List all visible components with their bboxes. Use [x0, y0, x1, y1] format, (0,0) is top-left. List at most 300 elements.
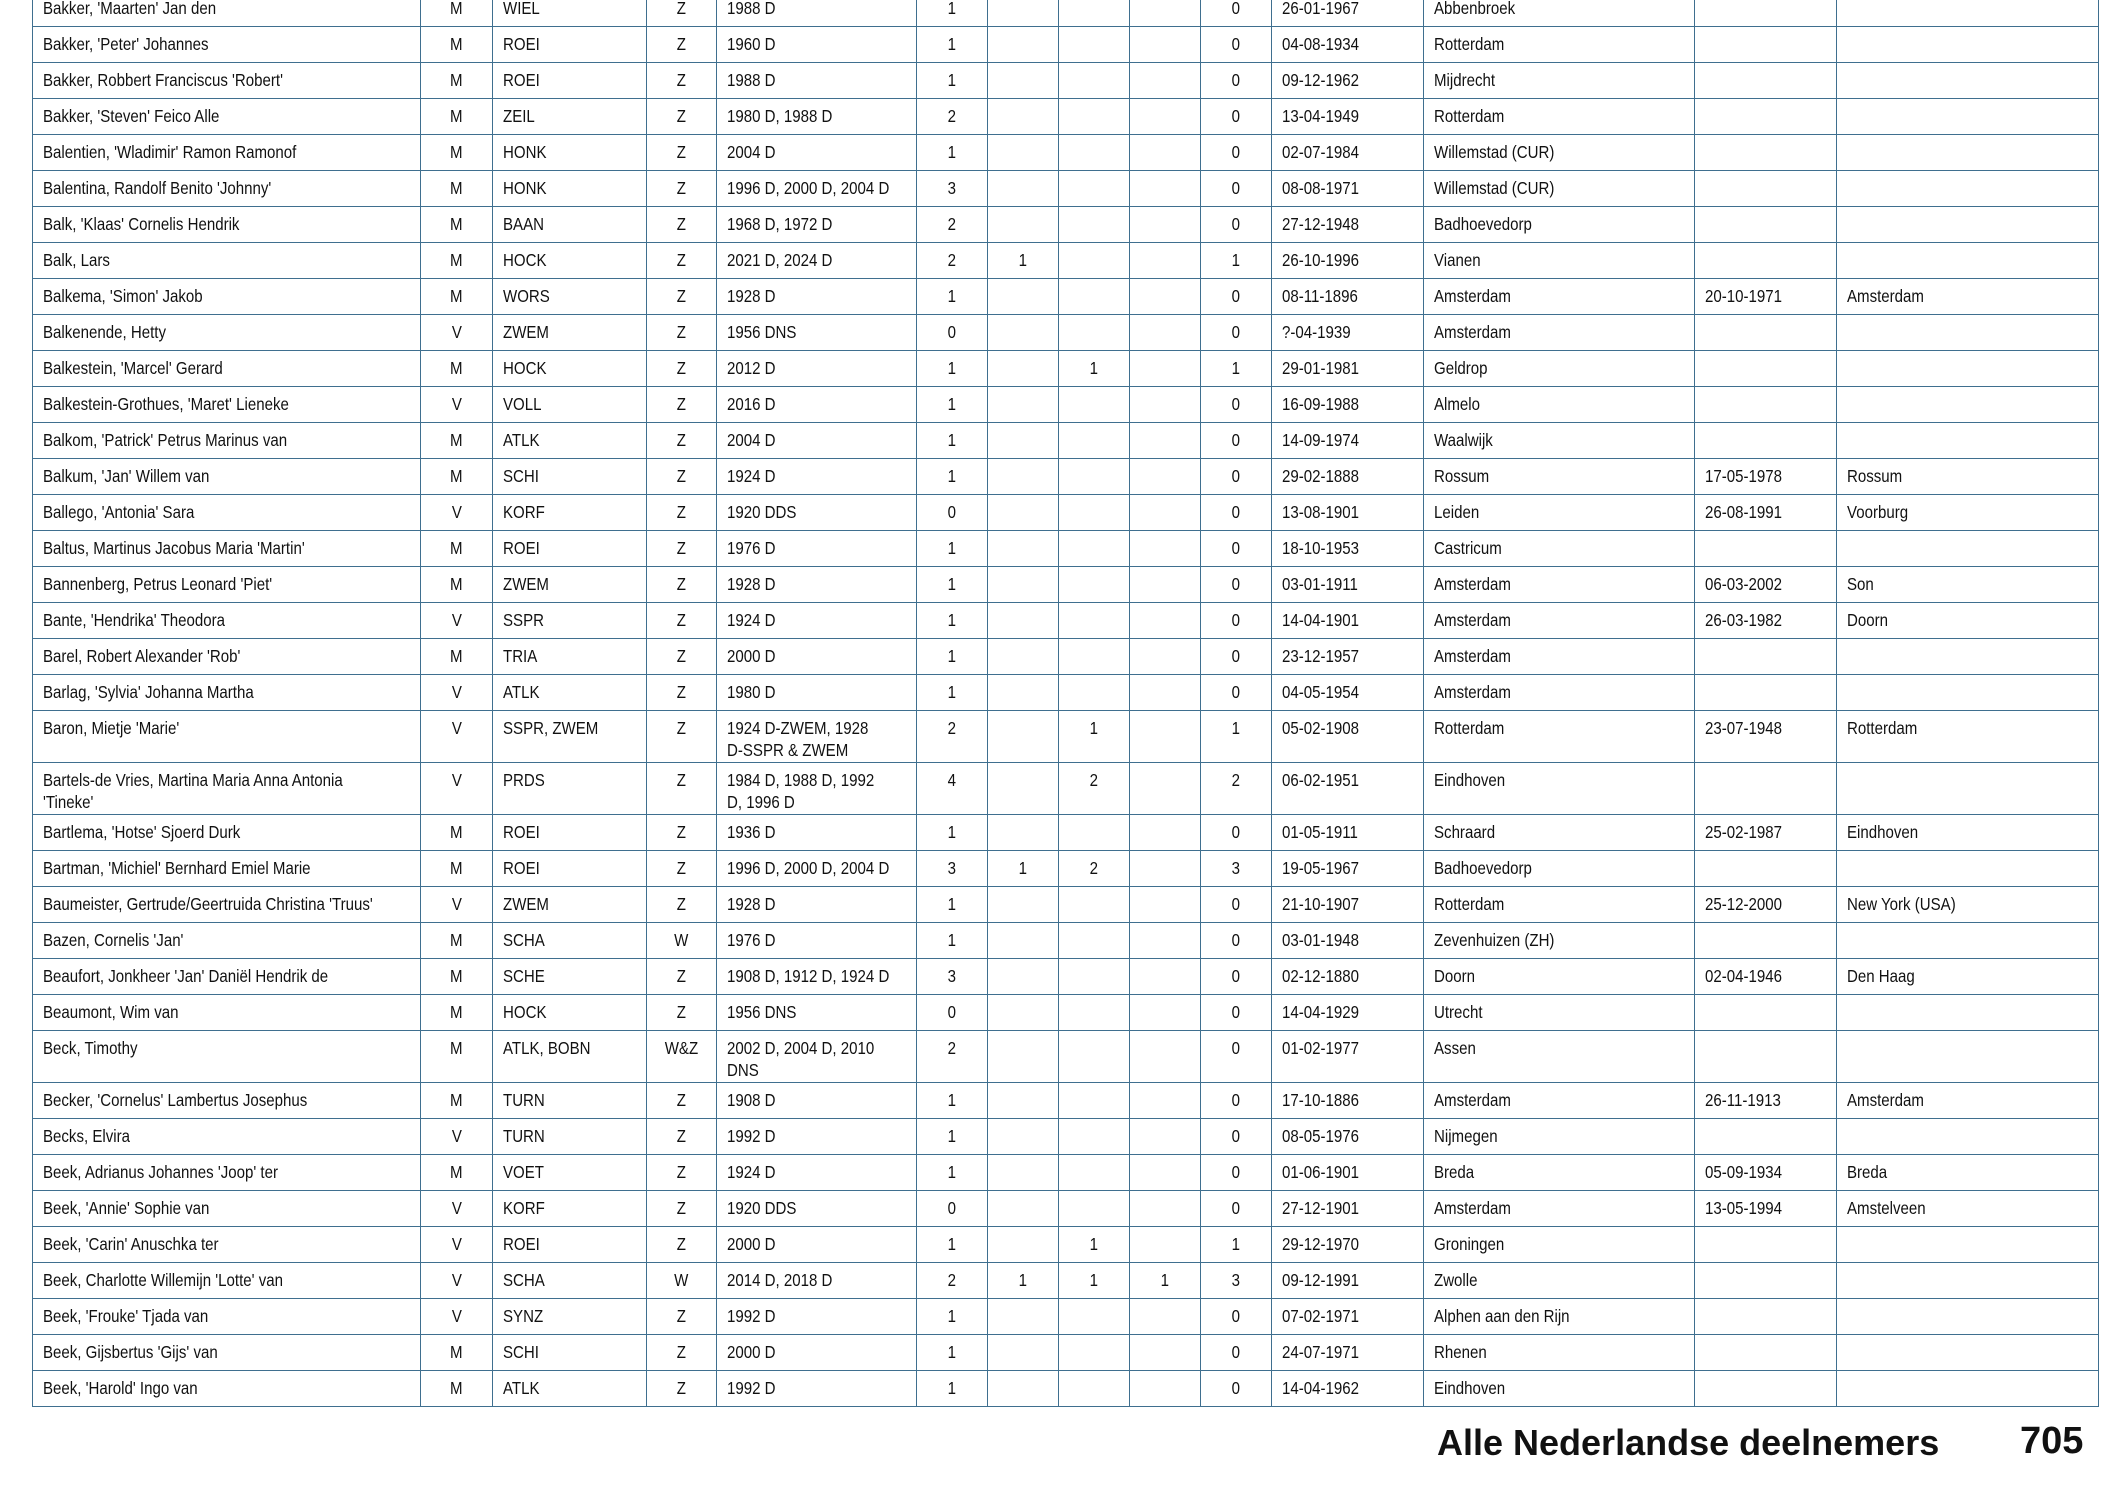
cell-sport	[493, 995, 647, 1031]
cell-season	[647, 763, 717, 815]
cell-gold	[988, 0, 1059, 27]
cell-sport	[493, 63, 647, 99]
cell-death-place	[1837, 351, 2099, 387]
gender-text: M	[450, 1038, 463, 1058]
cell-season	[647, 207, 717, 243]
cell-name	[33, 1119, 421, 1155]
cell-death-place	[1837, 243, 2099, 279]
cell-medals	[1201, 675, 1272, 711]
name-text: Beek, Gijsbertus 'Gijs' van	[43, 1342, 218, 1362]
name-text: Baron, Mietje 'Marie'	[43, 718, 180, 738]
cell-birth-date	[1272, 423, 1424, 459]
name-text: Balentien, 'Wladimir' Ramon Ramonof	[43, 142, 297, 162]
name-text: Ballego, 'Antonia' Sara	[43, 502, 195, 522]
cell-gold	[988, 603, 1059, 639]
cell-medals	[1201, 959, 1272, 995]
gold-text: 1	[1018, 858, 1028, 878]
cell-gender	[421, 603, 493, 639]
cell-birth-date	[1272, 1155, 1424, 1191]
cell-participations	[917, 207, 988, 243]
cell-death-place	[1837, 887, 2099, 923]
cell-silver	[1059, 995, 1130, 1031]
birth-place-text: Geldrop	[1434, 358, 1488, 378]
cell-medals	[1201, 63, 1272, 99]
name-text: Barlag, 'Sylvia' Johanna Martha	[43, 682, 254, 702]
cell-name	[33, 495, 421, 531]
cell-death-place	[1837, 387, 2099, 423]
cell-sport	[493, 351, 647, 387]
table-row	[33, 1031, 2099, 1083]
cell-medals	[1201, 1191, 1272, 1227]
death-date-text: 02-04-1946	[1705, 966, 1782, 986]
medals-text: 0	[1231, 538, 1241, 558]
cell-silver	[1059, 923, 1130, 959]
name-text: Beek, Adrianus Johannes 'Joop' ter	[43, 1162, 278, 1182]
cell-birth-date	[1272, 567, 1424, 603]
name-text: Balk, Lars	[43, 250, 110, 270]
season-text: W	[674, 930, 689, 950]
season-text: Z	[676, 1342, 687, 1362]
cell-medals	[1201, 99, 1272, 135]
cell-death-date	[1695, 567, 1837, 603]
cell-sport	[493, 1371, 647, 1407]
cell-birth-place	[1424, 1299, 1695, 1335]
cell-birth-place	[1424, 27, 1695, 63]
medals-text: 0	[1231, 106, 1241, 126]
cell-sport	[493, 315, 647, 351]
medals-text: 0	[1231, 610, 1241, 630]
sport-text: TRIA	[503, 646, 538, 666]
cell-death-date	[1695, 99, 1837, 135]
cell-sport	[493, 675, 647, 711]
gold-text: 1	[1018, 250, 1028, 270]
games-text: 2012 D	[727, 358, 776, 378]
cell-games	[717, 1263, 917, 1299]
medals-text: 0	[1231, 1198, 1241, 1218]
cell-medals	[1201, 351, 1272, 387]
sport-text: PRDS	[503, 770, 545, 790]
participations-text: 1	[947, 610, 957, 630]
birth-date-text: 01-06-1901	[1282, 1162, 1359, 1182]
medals-text: 0	[1231, 1162, 1241, 1182]
cell-birth-date	[1272, 1335, 1424, 1371]
cell-season	[647, 851, 717, 887]
medals-text: 0	[1231, 1038, 1241, 1058]
cell-gold	[988, 711, 1059, 763]
table-row	[33, 851, 2099, 887]
cell-birth-date	[1272, 675, 1424, 711]
cell-season	[647, 99, 717, 135]
sport-text: ROEI	[503, 538, 540, 558]
birth-date-text: 01-02-1977	[1282, 1038, 1359, 1058]
cell-games	[717, 1335, 917, 1371]
death-date-text: 20-10-1971	[1705, 286, 1782, 306]
birth-place-text: Zwolle	[1434, 1270, 1478, 1290]
medals-text: 0	[1231, 646, 1241, 666]
season-text: Z	[676, 894, 687, 914]
cell-gold	[988, 1227, 1059, 1263]
birth-date-text: 29-01-1981	[1282, 358, 1359, 378]
cell-sport	[493, 207, 647, 243]
cell-season	[647, 887, 717, 923]
cell-birth-place	[1424, 171, 1695, 207]
cell-sport	[493, 567, 647, 603]
cell-gender	[421, 351, 493, 387]
cell-death-place	[1837, 567, 2099, 603]
cell-medals	[1201, 603, 1272, 639]
cell-name	[33, 1299, 421, 1335]
cell-medals	[1201, 135, 1272, 171]
medals-text: 0	[1231, 214, 1241, 234]
death-date-text: 25-02-1987	[1705, 822, 1782, 842]
games-text: 1988 D	[727, 70, 776, 90]
games-text: 1992 D	[727, 1126, 776, 1146]
cell-name	[33, 995, 421, 1031]
cell-season	[647, 279, 717, 315]
cell-death-place	[1837, 1263, 2099, 1299]
cell-participations	[917, 1299, 988, 1335]
cell-birth-date	[1272, 495, 1424, 531]
cell-gold	[988, 351, 1059, 387]
birth-date-text: 04-05-1954	[1282, 682, 1359, 702]
participants-table-container	[32, 0, 2098, 1407]
death-place-text: Son	[1847, 574, 1874, 594]
medals-text: 0	[1231, 394, 1241, 414]
cell-medals	[1201, 639, 1272, 675]
cell-participations	[917, 1083, 988, 1119]
cell-death-date	[1695, 923, 1837, 959]
cell-name	[33, 567, 421, 603]
cell-games	[717, 815, 917, 851]
cell-death-date	[1695, 135, 1837, 171]
cell-participations	[917, 995, 988, 1031]
cell-bronze	[1130, 711, 1201, 763]
birth-place-text: Willemstad (CUR)	[1434, 178, 1555, 198]
cell-participations	[917, 135, 988, 171]
cell-bronze	[1130, 675, 1201, 711]
cell-death-date	[1695, 711, 1837, 763]
table-row	[33, 387, 2099, 423]
participations-text: 1	[947, 1162, 957, 1182]
cell-gold	[988, 567, 1059, 603]
death-place-text: Eindhoven	[1847, 822, 1919, 842]
birth-date-text: 09-12-1962	[1282, 70, 1359, 90]
cell-birth-place	[1424, 495, 1695, 531]
cell-participations	[917, 815, 988, 851]
birth-place-text: Rotterdam	[1434, 718, 1505, 738]
name-text: Becker, 'Cornelus' Lambertus Josephus	[43, 1090, 308, 1110]
table-row	[33, 1083, 2099, 1119]
cell-gold	[988, 1119, 1059, 1155]
sport-text: SSPR, ZWEM	[503, 718, 599, 738]
cell-participations	[917, 243, 988, 279]
sport-text: SCHA	[503, 930, 545, 950]
cell-games	[717, 207, 917, 243]
season-text: Z	[676, 858, 687, 878]
participations-text: 2	[947, 1038, 957, 1058]
cell-death-date	[1695, 887, 1837, 923]
games-text: 2016 D	[727, 394, 776, 414]
birth-date-text: 07-02-1971	[1282, 1306, 1359, 1326]
medals-text: 0	[1231, 1306, 1241, 1326]
season-text: Z	[676, 1162, 687, 1182]
participations-text: 1	[947, 822, 957, 842]
name-text: Beaumont, Wim van	[43, 1002, 179, 1022]
birth-date-text: 23-12-1957	[1282, 646, 1359, 666]
cell-sport	[493, 243, 647, 279]
cell-sport	[493, 1299, 647, 1335]
cell-games	[717, 603, 917, 639]
season-text: Z	[676, 1126, 687, 1146]
birth-date-text: ?-04-1939	[1282, 322, 1351, 342]
table-row	[33, 171, 2099, 207]
cell-participations	[917, 1227, 988, 1263]
birth-place-text: Mijdrecht	[1434, 70, 1496, 90]
cell-games	[717, 1119, 917, 1155]
gender-text: M	[450, 286, 463, 306]
cell-games	[717, 567, 917, 603]
cell-silver	[1059, 1031, 1130, 1083]
cell-death-date	[1695, 315, 1837, 351]
cell-birth-date	[1272, 1031, 1424, 1083]
season-text: Z	[676, 1002, 687, 1022]
sport-text: SYNZ	[503, 1306, 544, 1326]
cell-silver	[1059, 1191, 1130, 1227]
cell-birth-date	[1272, 171, 1424, 207]
cell-games	[717, 1227, 917, 1263]
gender-text: M	[450, 966, 463, 986]
birth-date-text: 16-09-1988	[1282, 394, 1359, 414]
birth-place-text: Schraard	[1434, 822, 1496, 842]
season-text: Z	[676, 34, 687, 54]
table-row	[33, 423, 2099, 459]
cell-name	[33, 63, 421, 99]
games-text: 1936 D	[727, 822, 776, 842]
gender-text: M	[450, 1342, 463, 1362]
cell-games	[717, 0, 917, 27]
cell-season	[647, 423, 717, 459]
cell-silver	[1059, 135, 1130, 171]
games-text: 1996 D, 2000 D, 2004 D	[727, 858, 890, 878]
birth-place-text: Amsterdam	[1434, 646, 1511, 666]
cell-silver	[1059, 423, 1130, 459]
cell-birth-date	[1272, 815, 1424, 851]
cell-death-place	[1837, 639, 2099, 675]
cell-death-place	[1837, 99, 2099, 135]
table-row	[33, 207, 2099, 243]
cell-sport	[493, 815, 647, 851]
cell-silver	[1059, 1227, 1130, 1263]
cell-bronze	[1130, 815, 1201, 851]
cell-bronze	[1130, 207, 1201, 243]
medals-text: 0	[1231, 822, 1241, 842]
season-text: Z	[676, 358, 687, 378]
cell-death-date	[1695, 63, 1837, 99]
sport-text: ROEI	[503, 858, 540, 878]
games-text: 1988 D	[727, 0, 776, 18]
table-row	[33, 459, 2099, 495]
cell-bronze	[1130, 1227, 1201, 1263]
birth-place-text: Abbenbroek	[1434, 0, 1516, 18]
name-text: Becks, Elvira	[43, 1126, 130, 1146]
name-text: Balentina, Randolf Benito 'Johnny'	[43, 178, 272, 198]
birth-date-text: 29-02-1888	[1282, 466, 1359, 486]
medals-text: 0	[1231, 1342, 1241, 1362]
cell-medals	[1201, 207, 1272, 243]
gender-text: V	[451, 610, 462, 630]
cell-silver	[1059, 207, 1130, 243]
cell-gender	[421, 459, 493, 495]
cell-death-date	[1695, 959, 1837, 995]
medals-text: 0	[1231, 430, 1241, 450]
sport-text: ROEI	[503, 1234, 540, 1254]
bronze-text: 1	[1160, 1270, 1170, 1290]
birth-date-text: 03-01-1911	[1282, 574, 1358, 594]
cell-medals	[1201, 1119, 1272, 1155]
cell-birth-place	[1424, 279, 1695, 315]
cell-sport	[493, 887, 647, 923]
cell-birth-date	[1272, 603, 1424, 639]
cell-sport	[493, 531, 647, 567]
cell-death-place	[1837, 1155, 2099, 1191]
season-text: Z	[676, 70, 687, 90]
cell-birth-place	[1424, 1371, 1695, 1407]
birth-date-text: 02-07-1984	[1282, 142, 1359, 162]
cell-gold	[988, 851, 1059, 887]
table-row	[33, 639, 2099, 675]
birth-place-text: Waalwijk	[1434, 430, 1493, 450]
cell-games	[717, 171, 917, 207]
cell-gold	[988, 1191, 1059, 1227]
cell-birth-place	[1424, 135, 1695, 171]
sport-text: HONK	[503, 178, 547, 198]
cell-name	[33, 1031, 421, 1083]
cell-sport	[493, 603, 647, 639]
cell-season	[647, 1371, 717, 1407]
silver-text: 1	[1089, 718, 1099, 738]
cell-medals	[1201, 495, 1272, 531]
birth-date-text: 09-12-1991	[1282, 1270, 1359, 1290]
cell-participations	[917, 1119, 988, 1155]
medals-text: 0	[1231, 1126, 1241, 1146]
cell-death-date	[1695, 1371, 1837, 1407]
cell-silver	[1059, 711, 1130, 763]
cell-silver	[1059, 171, 1130, 207]
death-date-text: 05-09-1934	[1705, 1162, 1782, 1182]
cell-death-date	[1695, 351, 1837, 387]
cell-games	[717, 1031, 917, 1083]
cell-silver	[1059, 887, 1130, 923]
cell-season	[647, 0, 717, 27]
cell-silver	[1059, 1083, 1130, 1119]
season-text: Z	[676, 394, 687, 414]
cell-gender	[421, 959, 493, 995]
birth-place-text: Vianen	[1434, 250, 1481, 270]
games-text: 1924 D-ZWEM, 1928 D-SSPR & ZWEM	[727, 718, 869, 760]
cell-bronze	[1130, 923, 1201, 959]
games-text: 2000 D	[727, 1342, 776, 1362]
cell-silver	[1059, 675, 1130, 711]
name-text: Bannenberg, Petrus Leonard 'Piet'	[43, 574, 273, 594]
medals-text: 0	[1231, 966, 1241, 986]
cell-season	[647, 1299, 717, 1335]
participations-text: 1	[947, 430, 957, 450]
cell-gender	[421, 531, 493, 567]
season-text: Z	[676, 430, 687, 450]
death-place-text: Breda	[1847, 1162, 1888, 1182]
games-text: 1980 D, 1988 D	[727, 106, 833, 126]
games-text: 1924 D	[727, 610, 776, 630]
medals-text: 0	[1231, 1090, 1241, 1110]
cell-games	[717, 1299, 917, 1335]
sport-text: ROEI	[503, 822, 540, 842]
cell-death-date	[1695, 531, 1837, 567]
table-row	[33, 1263, 2099, 1299]
cell-name	[33, 27, 421, 63]
participations-text: 1	[947, 394, 957, 414]
cell-birth-date	[1272, 1119, 1424, 1155]
cell-silver	[1059, 639, 1130, 675]
participations-text: 2	[947, 250, 957, 270]
participations-text: 4	[947, 770, 957, 790]
cell-birth-date	[1272, 887, 1424, 923]
cell-participations	[917, 567, 988, 603]
gender-text: V	[451, 1306, 462, 1326]
name-text: Bartman, 'Michiel' Bernhard Emiel Marie	[43, 858, 311, 878]
name-text: Bazen, Cornelis 'Jan'	[43, 930, 184, 950]
birth-place-text: Assen	[1434, 1038, 1476, 1058]
cell-games	[717, 923, 917, 959]
birth-place-text: Groningen	[1434, 1234, 1505, 1254]
sport-text: ROEI	[503, 70, 540, 90]
cell-games	[717, 495, 917, 531]
gender-text: M	[450, 646, 463, 666]
participations-text: 2	[947, 1270, 957, 1290]
cell-death-date	[1695, 459, 1837, 495]
cell-medals	[1201, 27, 1272, 63]
season-text: Z	[676, 0, 687, 18]
cell-sport	[493, 99, 647, 135]
cell-medals	[1201, 1371, 1272, 1407]
cell-medals	[1201, 567, 1272, 603]
gender-text: V	[451, 1234, 462, 1254]
cell-name	[33, 135, 421, 171]
cell-birth-date	[1272, 923, 1424, 959]
birth-date-text: 08-05-1976	[1282, 1126, 1359, 1146]
cell-gender	[421, 1227, 493, 1263]
cell-gender	[421, 315, 493, 351]
birth-date-text: 06-02-1951	[1282, 770, 1359, 790]
sport-text: WORS	[503, 286, 550, 306]
cell-silver	[1059, 1263, 1130, 1299]
season-text: Z	[676, 502, 687, 522]
birth-place-text: Rhenen	[1434, 1342, 1487, 1362]
cell-season	[647, 351, 717, 387]
cell-games	[717, 279, 917, 315]
cell-season	[647, 531, 717, 567]
medals-text: 0	[1231, 1378, 1241, 1398]
cell-gender	[421, 27, 493, 63]
cell-death-place	[1837, 711, 2099, 763]
birth-date-text: 14-04-1929	[1282, 1002, 1359, 1022]
cell-games	[717, 135, 917, 171]
cell-birth-date	[1272, 135, 1424, 171]
cell-bronze	[1130, 1371, 1201, 1407]
birth-date-text: 18-10-1953	[1282, 538, 1359, 558]
medals-text: 0	[1231, 682, 1241, 702]
cell-gold	[988, 1155, 1059, 1191]
cell-name	[33, 459, 421, 495]
